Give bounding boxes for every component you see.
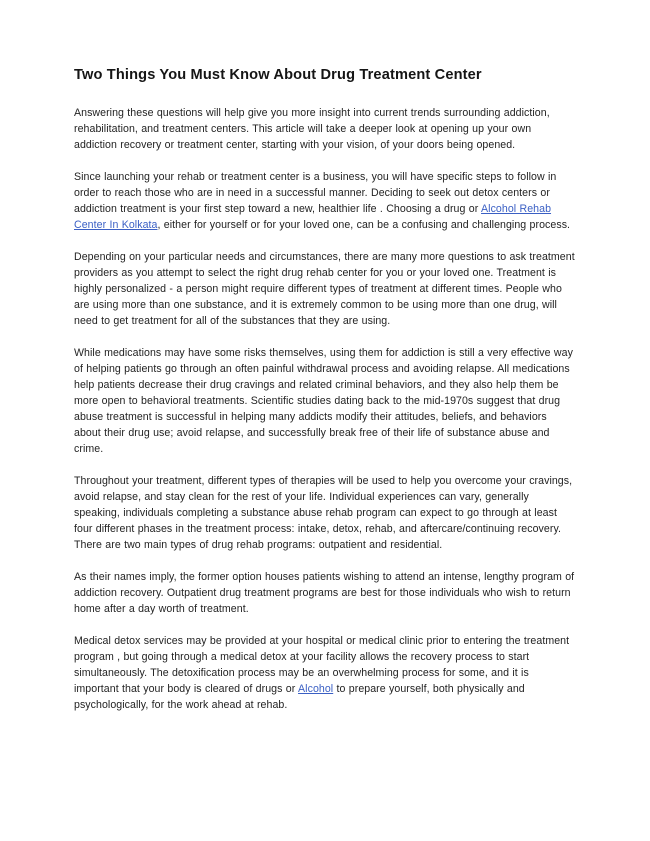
link-alcohol[interactable]: Alcohol	[298, 682, 334, 695]
paragraph-text-segment: Medical detox services may be provided at your hospital or medical clinic prior to entering the treatment program , but going through a medical detox at your facility allows the recovery process to start simultaneously. The detoxification process may be an overwhelming process for some, and it is important that your body is cleared of drugs or	[74, 634, 570, 695]
paragraph-launching-business	[74, 169, 576, 233]
paragraph-intro: Answering these questions will help give you more insight into current trends surrounding addiction, rehabilitation, and treatment centers. This article will take a deeper look at opening up your own addiction recovery or treatment center, starting with your vision, of your doors being opened.	[74, 107, 550, 152]
paragraph-medications: While medications may have some risks themselves, using them for addiction is still a very effective way of helping patients go through an often painful withdrawal process and avoiding relapse. All medications help patients decrease their drug cravings and related criminal behaviors, and they also help them be more open to behavioral treatments. Scientific studies dating back to the mid-1970s suggest that drug abuse treatment is successful in helping many addicts modify their attitudes, beliefs, and behaviors about their drug use; avoid relapse, and successfully break free of their life of substance abuse and crime.	[74, 346, 573, 456]
paragraph-therapies-phases: Throughout your treatment, different types of therapies will be used to help you overcome your cravings, avoid relapse, and stay clean for the rest of your life. Individual experiences can vary, generally speaking, individuals completing a substance abuse rehab program can expect to go through at least four different phases in the treatment process: intake, detox, rehab, and aftercare/continuing recovery. There are two main types of drug rehab programs: outpatient and residential.	[74, 474, 573, 552]
document-content	[74, 66, 576, 713]
link-alcohol-rehab-center-in-kolkata[interactable]: Alcohol Rehab Center In Kolkata	[74, 202, 552, 232]
paragraph-inpatient-outpatient: As their names imply, the former option houses patients wishing to attend an intense, lengthy program of addiction recovery. Outpatient drug treatment programs are best for those individuals who wish to return home after a day worth of treatment.	[74, 570, 575, 615]
paragraph-text-segment: , either for yourself or for your loved one, can be a confusing and challenging process.	[157, 219, 571, 232]
paragraph-medical-detox	[74, 633, 576, 713]
paragraph-text-segment: to prepare yourself, both physically and psychologically, for the work ahead at rehab.	[74, 682, 525, 711]
page-title: Two Things You Must Know About Drug Treatment Center	[74, 67, 482, 83]
paragraph-personalized-treatment: Depending on your particular needs and circumstances, there are many more questions to ask treatment providers as you attempt to select the right drug rehab center for you or your loved one. Treatment is highly personalized - a person might require different types of treatment at different times. People who are using more than one substance, and it is extremely common to be using more than one drug, will need to get treatment for all of the substances that they are using.	[74, 250, 575, 328]
paragraph-text-segment: Since launching your rehab or treatment center is a business, you will have specific steps to follow in order to reach those who are in need in a successful manner. Deciding to seek out detox centers or addiction treatment is your first step toward a new, healthier life . Choosing a drug or	[74, 170, 557, 215]
